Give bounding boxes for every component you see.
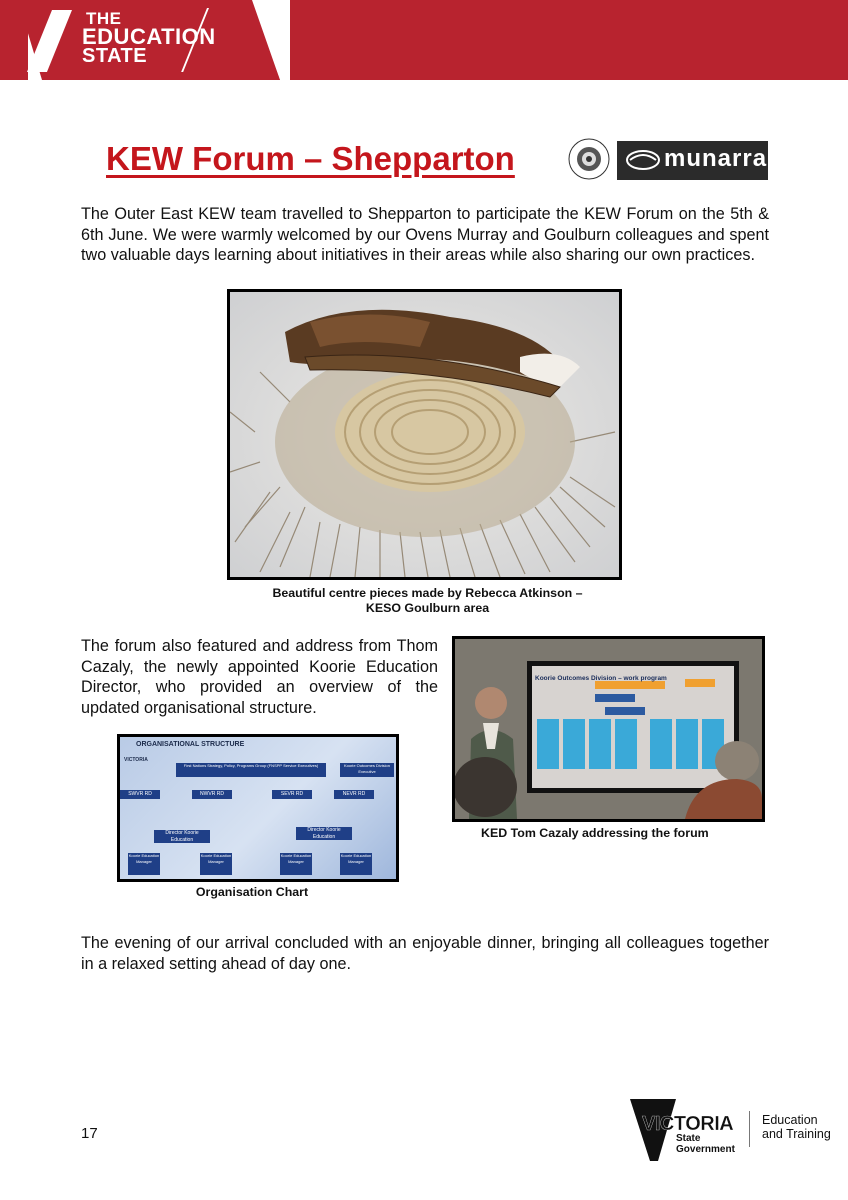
intro-paragraph: The Outer East KEW team travelled to Shepparton to participate the KEW Forum on the 5th & 6th June. We were warmly welcomed by our Ovens Murray and Goulburn colleagues and spent two valuable days learning about initiatives in their areas while also sharing our own practices. xyxy=(81,205,769,264)
victoria-government-logo xyxy=(628,1097,834,1161)
org-manager-2: Koorie Education Manager xyxy=(200,853,232,875)
org-region-3: SEVR RD xyxy=(272,790,312,799)
logo-education: EDUCATION xyxy=(82,24,216,49)
evening-paragraph: The evening of our arrival concluded with an enjoyable dinner, bringing all colleagues together in a relaxed setting ahead of day one. xyxy=(81,934,769,973)
page-title: KEW Forum – Shepparton xyxy=(106,140,515,177)
logo-left-edge xyxy=(0,0,28,80)
org-chart-heading: ORGANISATIONAL STRUCTURE xyxy=(136,741,245,748)
org-top-box: First Nations Strategy, Policy, Programs Group (FNSPP Service Executives) xyxy=(176,763,326,777)
org-region-1: SWVR RD xyxy=(120,790,160,799)
logo-divider-line xyxy=(749,1111,750,1147)
centrepiece-caption-line1: Beautiful centre pieces made by Rebecca Atkinson – xyxy=(272,586,583,600)
slide-title: Koorie Outcomes Division – work program xyxy=(535,675,667,682)
org-director-left: Director Koorie Education xyxy=(154,830,210,843)
forum-paragraph: The forum also featured and address from Thom Cazaly, the newly appointed Koorie Education Director, who provided an overview of the updated organisational structure. xyxy=(81,637,438,717)
logo-state: STATE xyxy=(82,45,148,67)
centrepiece-caption xyxy=(240,586,615,616)
munarra-emblem-icon xyxy=(624,147,662,173)
department-label: Education and Training xyxy=(762,1113,831,1141)
ked-photo xyxy=(452,636,765,822)
logo-the: THE xyxy=(86,9,122,28)
org-exec-box: Koorie Outcomes Division Executive xyxy=(340,763,394,777)
org-vic-label: VICTORIA xyxy=(124,757,148,763)
org-region-2: NWVR RD xyxy=(192,790,232,799)
ked-caption: KED Tom Cazaly addressing the forum xyxy=(481,826,709,840)
centrepiece-caption-line2: KESO Goulburn area xyxy=(365,601,490,615)
page-number: 17 xyxy=(81,1125,98,1142)
state-government-label: State Government xyxy=(676,1133,735,1155)
org-chart-caption: Organisation Chart xyxy=(195,885,309,899)
org-manager-4: Koorie Education Manager xyxy=(340,853,372,875)
munarra-wordmark: munarra xyxy=(664,145,768,172)
centrepiece-photo xyxy=(227,289,622,580)
ked-illustration xyxy=(455,639,762,819)
org-manager-3: Koorie Education Manager xyxy=(280,853,312,875)
victoria-wordmark: VICTORIA xyxy=(642,1113,734,1135)
org-manager-1: Koorie Education Manager xyxy=(128,853,160,875)
cultural-seal-icon xyxy=(568,138,610,180)
org-chart-photo xyxy=(117,734,399,882)
centrepiece-illustration xyxy=(230,292,619,577)
org-director-right: Director Koorie Education xyxy=(296,827,352,840)
org-region-4: NEVR RD xyxy=(334,790,374,799)
